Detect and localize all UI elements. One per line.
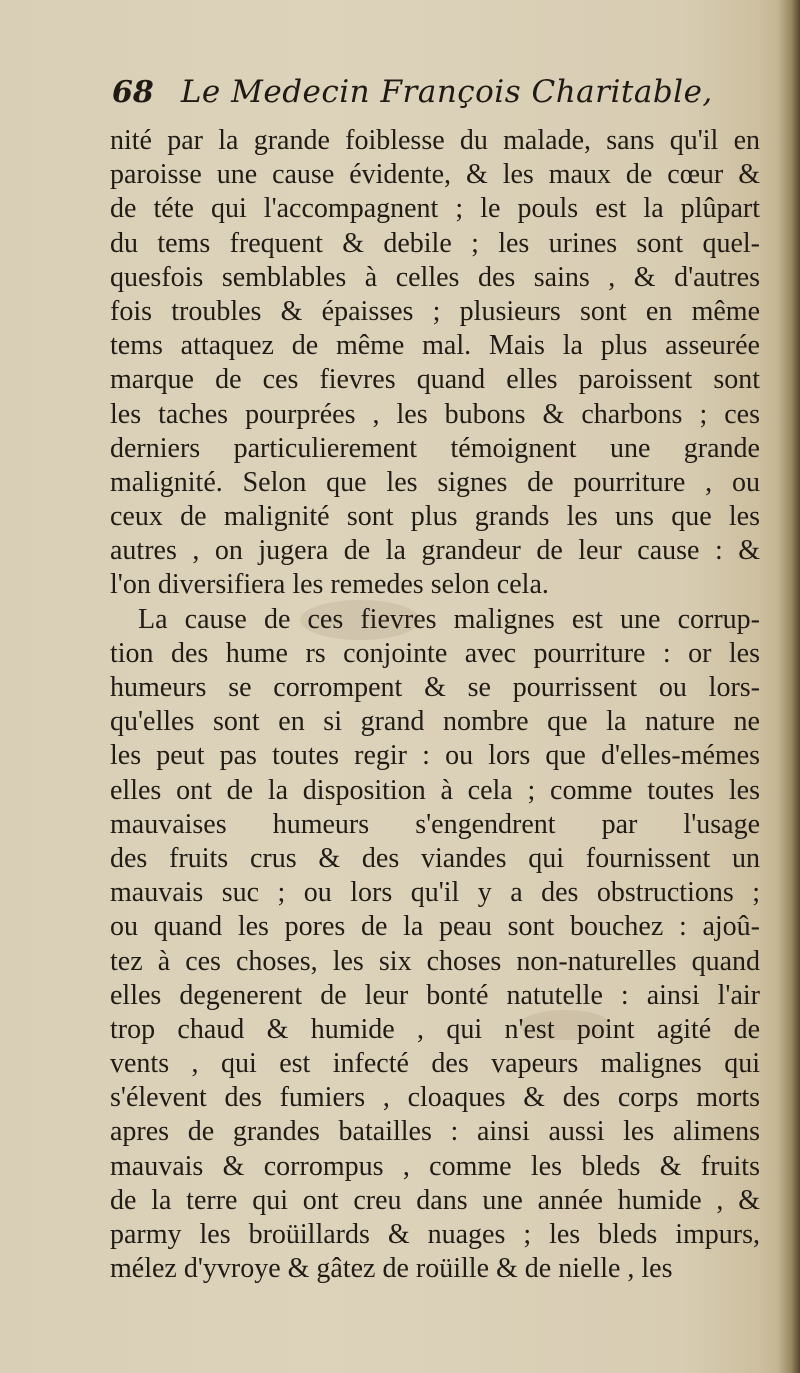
text-line: parmy les broüillards & nuages ; les bleds impurs, bbox=[110, 1219, 760, 1250]
text-line: paroisse une cause évidente, & les maux de cœur & bbox=[110, 159, 760, 191]
text-line: de téte qui l'accompagnent ; le pouls est la plûpart bbox=[110, 193, 760, 225]
text-line: vents , qui est infecté des vapeurs malignes qui bbox=[110, 1048, 760, 1080]
text-line: des fruits crus & des viandes qui fournissent un bbox=[110, 842, 760, 874]
text-line: elles degenerent de leur bonté natutelle : ainsi l'air bbox=[110, 979, 760, 1011]
text-line: derniers particulierement témoignent une grande bbox=[110, 432, 760, 464]
text-line: de la terre qui ont creu dans une année humide , & bbox=[110, 1184, 760, 1216]
text-line: tion des hume rs conjointe avec pourriture : or les bbox=[110, 637, 760, 669]
text-line: marque de ces fievres quand elles paroissent sont bbox=[110, 364, 760, 396]
body-text bbox=[110, 124, 760, 1286]
running-head-title: Le Medecin François Charitable, bbox=[180, 74, 713, 110]
text-line: mauvaises humeurs s'engendrent par l'usage bbox=[110, 808, 760, 840]
page-edge-shadow bbox=[778, 0, 800, 1373]
text-line: humeurs se corrompent & se pourrissent ou lors- bbox=[110, 672, 760, 703]
text-line: apres de grandes batailles : ainsi aussi les alimens bbox=[110, 1116, 760, 1148]
text-line: tez à ces choses, les six choses non-naturelles quand bbox=[110, 945, 760, 977]
text-line: du tems frequent & debile ; les urines sont quel- bbox=[110, 227, 760, 259]
text-line: les taches pourprées , les bubons & charbons ; ces bbox=[110, 398, 760, 430]
text-line: les peut pas toutes regir : ou lors que d'elles-mémes bbox=[110, 740, 760, 772]
text-line: tems attaquez de même mal. Mais la plus asseurée bbox=[110, 330, 760, 362]
text-line: malignité. Selon que les signes de pourriture , ou bbox=[110, 466, 760, 498]
text-line: l'on diversifiera les remedes selon cela. bbox=[110, 569, 549, 601]
text-line: fois troubles & épaisses ; plusieurs sont en même bbox=[110, 295, 760, 327]
text-line: quesfois semblables à celles des sains , & d'autres bbox=[110, 261, 760, 293]
text-line: mauvais & corrompus , comme les bleds & fruits bbox=[110, 1150, 760, 1182]
text-line: autres , on jugera de la grandeur de leur cause : & bbox=[110, 535, 760, 567]
running-head bbox=[112, 74, 712, 122]
text-line: mauvais suc ; ou lors qu'il y a des obstructions ; bbox=[110, 877, 760, 909]
text-line: mélez d'yvroye & gâtez de roüille & de nielle , les bbox=[110, 1253, 673, 1285]
text-line: qu'elles sont en si grand nombre que la nature ne bbox=[110, 706, 760, 738]
text-line: s'élevent des fumiers , cloaques & des corps morts bbox=[110, 1082, 760, 1114]
text-line: nité par la grande foiblesse du malade, sans qu'il en bbox=[110, 125, 760, 156]
text-line: ou quand les pores de la peau sont bouchez : ajoû- bbox=[110, 911, 760, 943]
text-line: elles ont de la disposition à cela ; comme toutes les bbox=[110, 774, 760, 806]
text-line: La cause de ces fievres malignes est une corrup- bbox=[138, 603, 760, 635]
text-line: ceux de malignité sont plus grands les uns que les bbox=[110, 501, 760, 533]
page-number: 68 bbox=[112, 75, 154, 110]
text-line: trop chaud & humide , qui n'est point agité de bbox=[110, 1013, 760, 1045]
